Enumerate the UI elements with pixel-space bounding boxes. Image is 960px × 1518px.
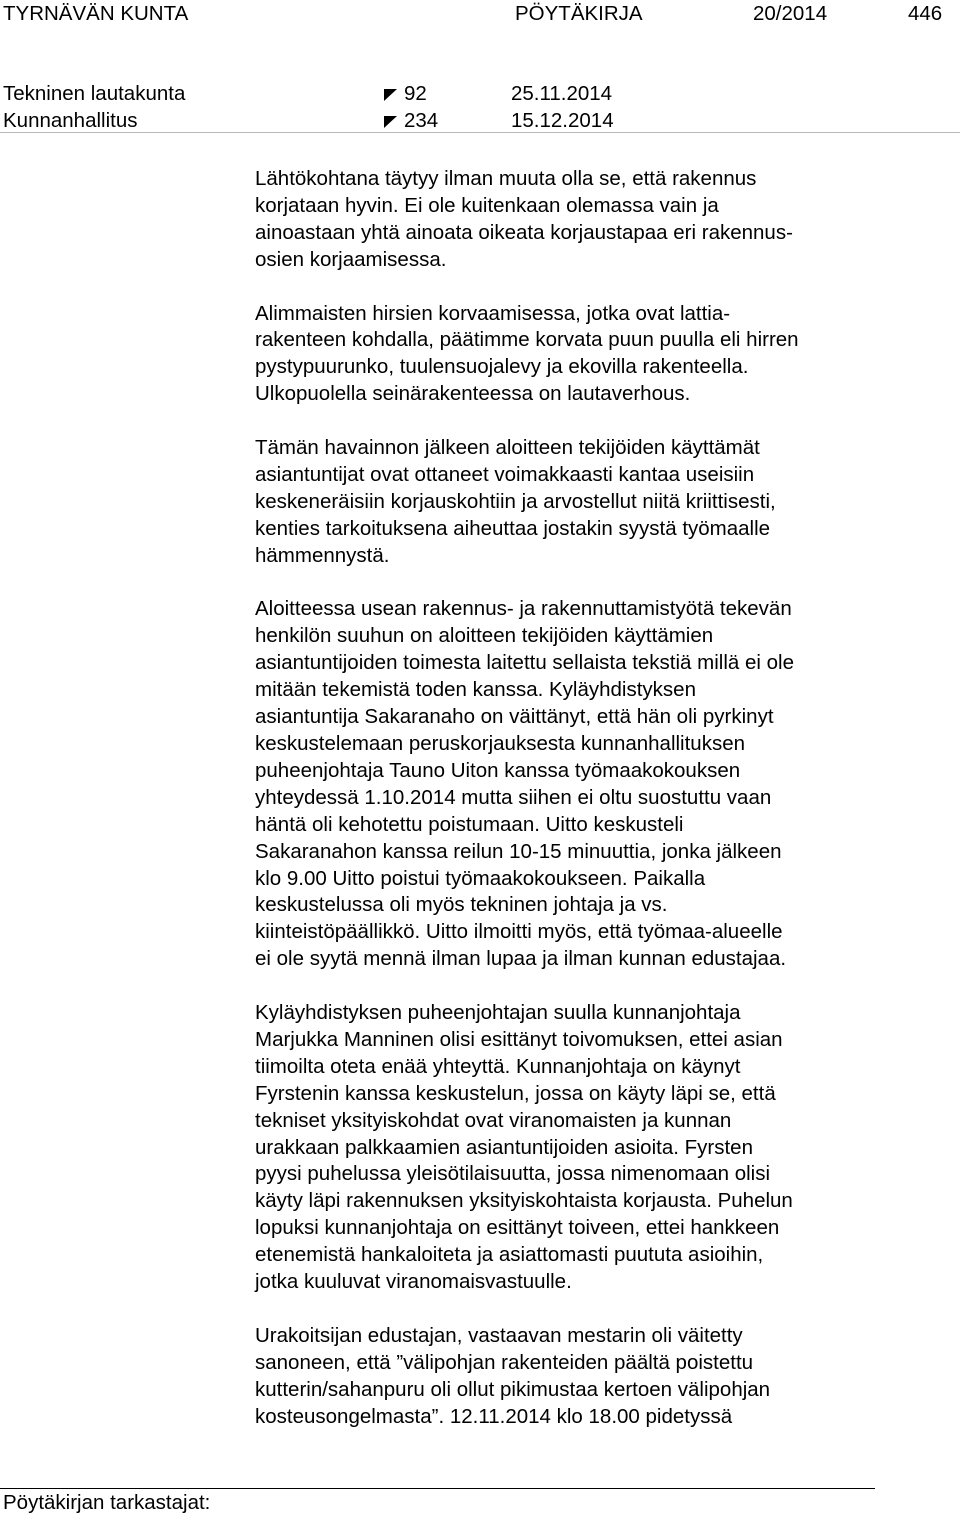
text-line: käyty läpi rakennuksen yksityiskohtaista korjausta. Puhelun xyxy=(255,1189,793,1213)
text-line: häntä oli kehotettu poistumaan. Uitto keskusteli xyxy=(255,812,684,836)
meeting-row xyxy=(0,81,960,107)
meeting-date: 25.11.2014 xyxy=(511,82,613,105)
text-line: etenemistä hankaloiteta ja asiattomasti puututa asioihin, xyxy=(255,1243,764,1267)
paragraph xyxy=(255,435,935,570)
paragraph xyxy=(255,301,935,409)
paragraph xyxy=(255,166,935,274)
document-type: PÖYTÄKIRJA xyxy=(515,2,643,25)
text-line: hämmennystä. xyxy=(255,543,390,567)
text-line: pyysi puhelussa yleisötilaisuutta, jossa nimenomaan olisi xyxy=(255,1162,771,1186)
text-line: pystypuurunko, tuulensuojalevy ja ekovilla rakenteella. xyxy=(255,355,749,379)
inspectors-label: Pöytäkirjan tarkastajat: xyxy=(3,1491,211,1514)
section-arrow-icon xyxy=(383,87,398,102)
text-line: ainoastaan yhtä ainoata oikeata korjaustapaa eri rakennus- xyxy=(255,220,793,244)
municipality-name: TYRNÄVÄN KUNTA xyxy=(3,2,189,25)
text-line: lopuksi kunnanjohtaja on esittänyt toiveen, ettei hankkeen xyxy=(255,1216,780,1240)
page-number: 446 xyxy=(908,2,943,25)
text-line: kenties tarkoituksena aiheuttaa jostakin syystä työmaalle xyxy=(255,516,771,540)
text-line: Kyläyhdistyksen puheenjohtajan suulla kunnanjohtaja xyxy=(255,1001,741,1025)
paragraph xyxy=(255,1000,935,1296)
text-line: Sakaranahon kanssa reilun 10-15 minuuttia, jonka jälkeen xyxy=(255,839,782,863)
meeting-section: 92 xyxy=(404,82,427,105)
text-line: kiinteistöpäällikkö. Uitto ilmoitti myös, että työmaa-alueelle xyxy=(255,920,783,944)
meeting-date: 15.12.2014 xyxy=(511,109,614,132)
footer-divider xyxy=(0,1488,875,1489)
text-line: mitään tekemistä toden kanssa. Kyläyhdistyksen xyxy=(255,678,696,702)
text-line: asiantuntija Sakaranaho on väittänyt, että hän oli pyrkinyt xyxy=(255,705,774,729)
text-line: keskustelussa oli myös tekninen johtaja ja vs. xyxy=(255,893,668,917)
text-line: keskustelemaan peruskorjauksesta kunnanhallituksen xyxy=(255,731,746,755)
text-line: Urakoitsijan edustajan, vastaavan mestarin oli väitetty xyxy=(255,1323,743,1347)
minutes-body xyxy=(255,166,935,1431)
text-line: puheenjohtaja Tauno Uiton kanssa työmaakokouksen xyxy=(255,758,741,782)
text-line: kutterin/sahanpuru oli ollut pikimustaa kertoen välipohjan xyxy=(255,1377,771,1401)
text-line: urakkaan palkkaamien asiantuntijoiden asioita. Fyrsten xyxy=(255,1135,753,1159)
meeting-body: Tekninen lautakunta xyxy=(3,82,186,105)
section-arrow-icon xyxy=(383,114,398,129)
text-line: jotka kuuluvat viranomaisvastuulle. xyxy=(255,1270,572,1294)
paragraph xyxy=(255,1323,935,1431)
text-line: Tämän havainnon jälkeen aloitteen tekijöiden käyttämät xyxy=(255,436,760,460)
text-line: keskeneräisiin korjauskohtiin ja arvostellut niitä kriittisesti, xyxy=(255,489,776,513)
text-line: asiantuntijat ovat ottaneet voimakkaasti kantaa useisiin xyxy=(255,462,755,486)
text-line: kosteusongelmasta”. 12.11.2014 klo 18.00 pidetyssä xyxy=(255,1404,733,1428)
document-number: 20/2014 xyxy=(753,2,828,25)
text-line: Lähtökohtana täytyy ilman muuta olla se, että rakennus xyxy=(255,167,757,190)
text-line: Aloitteessa usean rakennus- ja rakennuttamistyötä tekevän xyxy=(255,597,792,621)
text-line: osien korjaamisessa. xyxy=(255,247,447,271)
text-line: rakenteen kohdalla, päätimme korvata puun puulla eli hirren xyxy=(255,328,799,352)
text-line: korjataan hyvin. Ei ole kuitenkaan olemassa vain ja xyxy=(255,193,719,217)
text-line: Ulkopuolella seinärakenteessa on lautaverhous. xyxy=(255,382,691,406)
text-line: ei ole syytä mennä ilman lupaa ja ilman kunnan edustajaa. xyxy=(255,947,787,971)
paragraph xyxy=(255,596,935,973)
meeting-section: 234 xyxy=(404,109,439,132)
text-line: sanoneen, että ”välipohjan rakenteiden päältä poistettu xyxy=(255,1350,754,1374)
text-line: asiantuntijoiden toimesta laitettu sellaista tekstiä millä ei ole xyxy=(255,651,794,675)
text-line: Alimmaisten hirsien korvaamisessa, jotka ovat lattia- xyxy=(255,301,731,325)
text-line: tiimoilta oteta enää yhteyttä. Kunnanjohtaja on käynyt xyxy=(255,1054,741,1078)
text-line: Marjukka Manninen olisi esittänyt toivomuksen, ettei asian xyxy=(255,1027,783,1051)
meeting-row xyxy=(0,108,960,134)
text-line: klo 9.00 Uitto poistui työmaakokoukseen. Paikalla xyxy=(255,866,706,890)
text-line: yhteydessä 1.10.2014 mutta siihen ei oltu suostuttu vaan xyxy=(255,785,772,809)
text-line: henkilön suuhun on aloitteen tekijöiden käyttämien xyxy=(255,624,714,648)
text-line: tekniset yksityiskohdat ovat viranomaisten ja kunnan xyxy=(255,1108,732,1132)
header-divider xyxy=(0,132,960,133)
meeting-body: Kunnanhallitus xyxy=(3,109,138,132)
text-line: Fyrstenin kanssa keskustelun, jossa on käyty läpi se, että xyxy=(255,1081,776,1105)
